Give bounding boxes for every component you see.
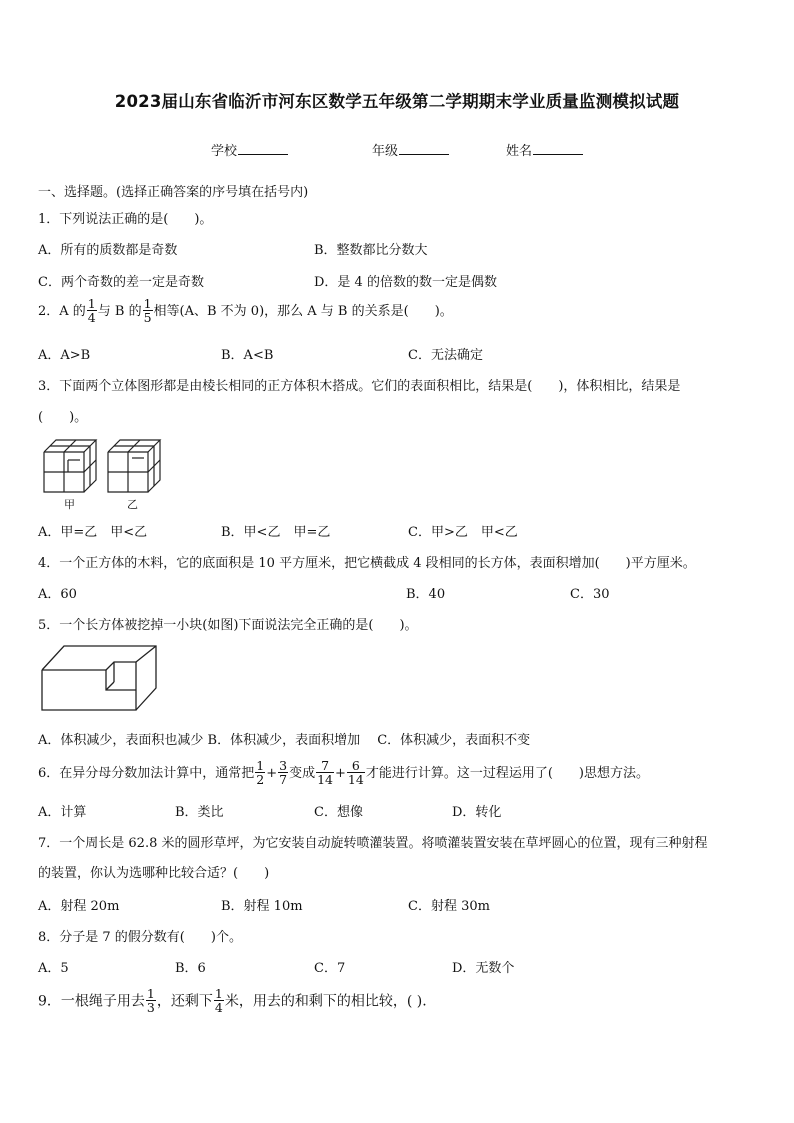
name-blank[interactable]: [533, 142, 583, 155]
grade-blank[interactable]: [399, 142, 449, 155]
q6-text-3: 才能进行计算。这一过程运用了( )思想方法。: [365, 766, 649, 782]
q5-cuboid-figure: [38, 642, 160, 714]
q3-option-c[interactable]: C．甲>乙 甲<乙: [408, 525, 518, 540]
denominator: 7: [279, 772, 288, 788]
school-blank[interactable]: [238, 142, 288, 155]
q1-option-d[interactable]: D．是 4 的倍数的数一定是偶数: [314, 275, 497, 290]
denominator: 14: [317, 772, 334, 788]
q8-option-d[interactable]: D．无数个: [452, 961, 515, 976]
label-jia: 甲: [64, 498, 75, 511]
q1-option-a[interactable]: A．所有的质数都是奇数: [38, 243, 178, 258]
denominator: 3: [146, 1000, 155, 1016]
numerator: 6: [351, 758, 360, 773]
q7-stem-line1: 7．一个周长是 62.8 米的圆形草坪，为它安装自动旋转喷灌装置。将喷灌装置安装在草坪圆心的位置，现有三种射程: [38, 836, 708, 851]
q7-option-b[interactable]: B．射程 10m: [221, 899, 303, 914]
q4-option-c[interactable]: C．30: [570, 587, 610, 602]
q4-option-b[interactable]: B．40: [406, 587, 446, 602]
plus-sign: +: [266, 766, 278, 782]
q4-stem: 4．一个正方体的木料，它的底面积是 10 平方厘米，把它横截成 4 段相同的长方体，表面积增加( )平方厘米。: [38, 556, 696, 571]
q4-option-a[interactable]: A．60: [38, 587, 77, 602]
q6-text-1: 6．在异分母分数加法计算中，通常把: [38, 766, 255, 782]
q9-text-3: 米，用去的和剩下的相比较，( ).: [224, 993, 427, 1010]
numerator: 3: [279, 758, 288, 773]
q1-stem: 1．下列说法正确的是( )。: [38, 212, 213, 227]
q1-option-c[interactable]: C．两个奇数的差一定是奇数: [38, 275, 204, 290]
numerator: 1: [87, 296, 96, 311]
denominator: 5: [143, 310, 152, 326]
q9-fraction-2: [214, 987, 224, 1014]
name-field: [506, 140, 583, 159]
q6-text-2: 变成: [289, 766, 316, 782]
numerator: 1: [146, 986, 155, 1001]
q3-option-b[interactable]: B．甲<乙 甲=乙: [221, 525, 331, 540]
school-field: [211, 140, 288, 159]
numerator: 1: [256, 758, 265, 773]
q3-stem-line1: 3．下面两个立体图形都是由棱长相同的正方体积木搭成。它们的表面积相比，结果是( )，体积相比，结果是: [38, 379, 681, 394]
q6-option-a[interactable]: A．计算: [38, 805, 87, 820]
q2-fraction-1: [87, 297, 97, 324]
q2-option-a[interactable]: A．A>B: [38, 348, 91, 363]
q8-stem: 8．分子是 7 的假分数有( )个。: [38, 930, 242, 945]
plus-sign: +: [335, 766, 346, 782]
q2-text-1: 2．A 的: [38, 304, 86, 320]
q7-stem-line2: 的装置，你认为选哪种比较合适？( ): [38, 866, 270, 881]
q2-text-3: 相等(A、B 不为 0)，那么 A 与 B 的关系是( )。: [153, 304, 453, 320]
numerator: 1: [214, 986, 223, 1001]
q6-fraction-1: [255, 759, 265, 786]
q6-option-c[interactable]: C．想像: [314, 805, 363, 820]
q5-stem: 5．一个长方体被挖掉一小块(如图)下面说法完全正确的是( )。: [38, 618, 418, 633]
q6-stem: [38, 760, 649, 787]
q1-option-b[interactable]: B．整数都比分数大: [314, 243, 428, 258]
denominator: 4: [214, 1000, 223, 1016]
q6-fraction-3: [316, 759, 334, 786]
name-label: 姓名: [506, 144, 533, 159]
q9-text-2: ，还剩下: [156, 993, 213, 1010]
q8-option-b[interactable]: B．6: [175, 961, 206, 976]
grade-field: [372, 140, 449, 159]
school-label: 学校: [211, 144, 238, 159]
page-title: 2023届山东省临沂市河东区数学五年级第二学期期末学业质量监测模拟试题: [114, 92, 680, 111]
denominator: 2: [256, 772, 265, 788]
figure-yi: [108, 440, 160, 492]
q2-stem: [38, 298, 453, 325]
numerator: 7: [321, 758, 330, 773]
q3-option-a[interactable]: A．甲=乙 甲<乙: [38, 525, 148, 540]
q8-option-a[interactable]: A．5: [38, 961, 69, 976]
numerator: 1: [143, 296, 152, 311]
q2-option-b[interactable]: B．A<B: [221, 348, 274, 363]
q9-text-1: 9．一根绳子用去: [38, 993, 145, 1010]
q7-option-c[interactable]: C．射程 30m: [408, 899, 490, 914]
q6-option-d[interactable]: D．转化: [452, 805, 502, 820]
denominator: 4: [87, 310, 96, 326]
q8-option-c[interactable]: C．7: [314, 961, 346, 976]
q2-text-2: 与 B 的: [97, 304, 142, 320]
q9-fraction-1: [146, 987, 156, 1014]
q3-stem-line2: ( )。: [38, 410, 88, 425]
q9-stem: [38, 988, 427, 1015]
q5-options[interactable]: A．体积减少，表面积也减少 B．体积减少，表面积增加 C．体积减少，表面积不变: [38, 733, 531, 748]
q2-fraction-2: [143, 297, 153, 324]
section-heading: 一、选择题。(选择正确答案的序号填在括号内): [38, 185, 309, 200]
q6-fraction-4: [347, 759, 365, 786]
q6-option-b[interactable]: B．类比: [175, 805, 224, 820]
q6-fraction-2: [278, 759, 288, 786]
grade-label: 年级: [372, 144, 399, 159]
q2-option-c[interactable]: C．无法确定: [408, 348, 483, 363]
label-yi: 乙: [127, 498, 138, 511]
denominator: 14: [347, 772, 364, 788]
q7-option-a[interactable]: A．射程 20m: [38, 899, 120, 914]
q3-cube-figures: [38, 432, 173, 514]
figure-jia: [44, 440, 96, 492]
